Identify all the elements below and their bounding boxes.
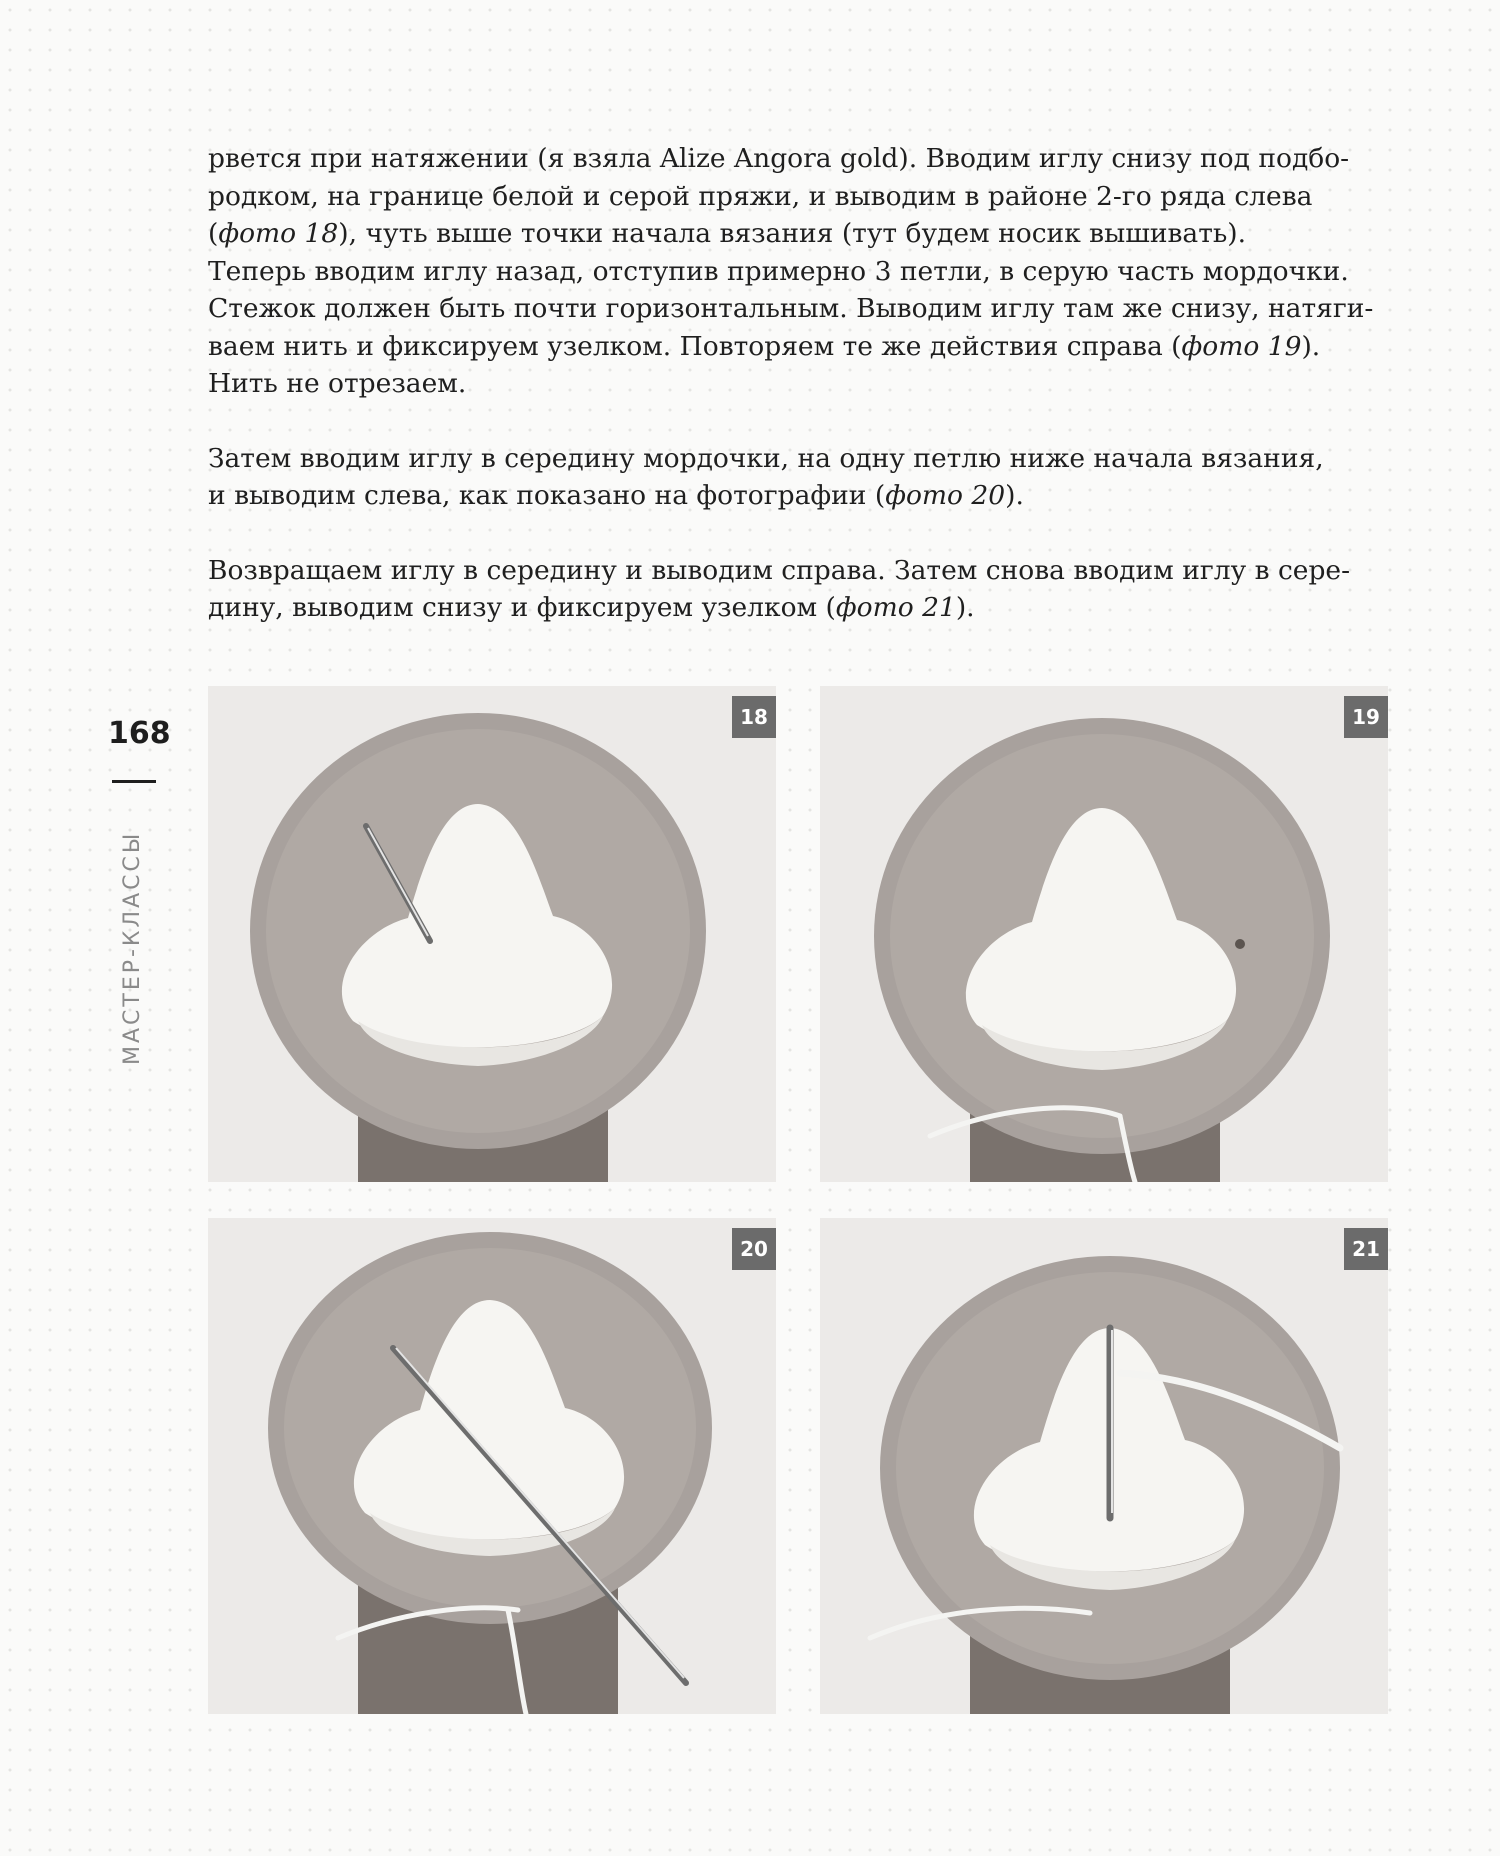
photo-19 (820, 686, 1388, 1182)
text-fragment: и выводим слева, как показано на фотографии ( (208, 480, 886, 511)
photo-number-badge: 20 (732, 1228, 776, 1270)
text-fragment: ), чуть выше точки начала вязания (тут будем носик вышивать). (338, 218, 1247, 249)
page-number-rule (112, 780, 156, 783)
photo-18-illustration (208, 686, 776, 1182)
text-line: родком, на границе белой и серой пряжи, и выводим в районе 2-го ряда слева (208, 180, 1313, 212)
photo-20 (208, 1218, 776, 1714)
photo-21 (820, 1218, 1388, 1714)
text-fragment: ваем нить и фиксируем узелком. Повторяем те же действия справа ( (208, 330, 1182, 362)
text-line: рвется при натяжении (я взяла Alize Angora gold). Вводим иглу снизу под подбо- (208, 143, 1350, 174)
photo-number-badge: 19 (1344, 696, 1388, 738)
page-number: 168 (108, 716, 171, 751)
photo-21-illustration (820, 1218, 1388, 1714)
photo-reference: фото 19 (1181, 330, 1302, 362)
photo-reference: фото 21 (835, 592, 956, 623)
text-fragment: ). (1301, 330, 1321, 362)
text-line: Теперь вводим иглу назад, отступив примерно 3 петли, в серую часть мордочки. (208, 255, 1349, 287)
text-fragment: ). (955, 592, 975, 623)
text-fragment: ( (208, 218, 219, 249)
photo-number-badge: 18 (732, 696, 776, 738)
photo-reference: фото 20 (885, 480, 1006, 511)
paragraph-3 (208, 552, 1388, 627)
paragraph-2 (208, 440, 1388, 515)
body-text (208, 140, 1388, 664)
photo-20-illustration (208, 1218, 776, 1714)
text-line: Стежок должен быть почти горизонтальным. Выводим иглу там же снизу, натяги- (208, 293, 1374, 324)
section-label: МАСТЕР-КЛАССЫ (120, 830, 145, 1065)
text-fragment: ). (1005, 480, 1024, 511)
photo-number-badge: 21 (1344, 1228, 1388, 1270)
paragraph-1 (208, 140, 1388, 403)
text-line: Возвращаем иглу в середину и выводим справа. Затем снова вводим иглу в сере- (208, 554, 1351, 586)
photo-reference: фото 18 (218, 218, 339, 249)
text-line: Нить не отрезаем. (208, 368, 467, 399)
photo-18 (208, 686, 776, 1182)
photo-19-illustration (820, 686, 1388, 1182)
text-line: Затем вводим иглу в середину мордочки, на одну петлю ниже начала вязания, (208, 442, 1324, 474)
text-fragment: дину, выводим снизу и фиксируем узелком ( (208, 592, 836, 623)
